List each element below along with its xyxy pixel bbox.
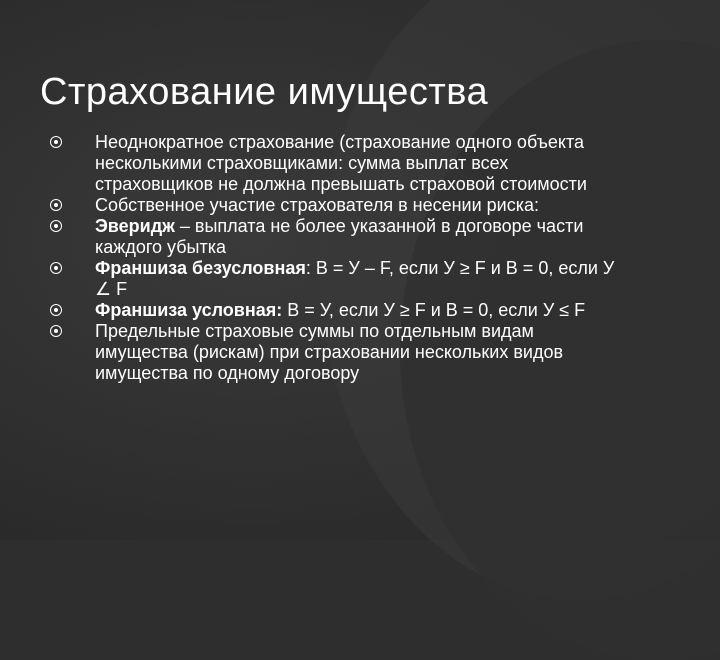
bullet-item: [50, 132, 630, 195]
bullet-item: [50, 216, 630, 258]
bullet-text: [95, 195, 630, 216]
bullet-bold-text: Франшиза условная:: [95, 300, 283, 320]
circle-bullet-icon: [50, 304, 62, 316]
bullet-text: [95, 216, 630, 258]
bullet-text: [95, 321, 630, 384]
bullet-bold-text: Эверидж: [95, 216, 175, 236]
circle-bullet-icon: [50, 199, 62, 211]
bullet-item: [50, 321, 630, 384]
circle-bullet-icon: [50, 262, 62, 274]
bullet-body-text: Неоднократное страхование (страхование одного объекта несколькими страховщиками: сумма выплат всех страховщиков не должна превышать страховой стоимости: [95, 132, 587, 194]
bullet-body-text: Собственное участие страхователя в несении риска:: [95, 195, 540, 215]
bullet-list: [50, 132, 630, 384]
bullet-body-text: В = У, если У ≥ F и В = 0, если У ≤ F: [282, 300, 586, 320]
bullet-body-text: : В = У – F, если У ≥ F и В = 0, если У ∠ F: [95, 258, 615, 299]
bullet-item: [50, 258, 630, 300]
bullet-body-text: – выплата не более указанной в договоре части каждого убытка: [95, 216, 584, 257]
slide-title: Страхование имущества: [40, 71, 489, 114]
bullet-text: [95, 258, 630, 300]
bullet-item: [50, 300, 630, 321]
circle-bullet-icon: [50, 220, 62, 232]
bullet-text: [95, 132, 630, 195]
bullet-bold-text: Франшиза безусловная: [95, 258, 306, 278]
circle-bullet-icon: [50, 325, 62, 337]
bullet-text: [95, 300, 630, 321]
bullet-item: [50, 195, 630, 216]
bullet-body-text: Предельные страховые суммы по отдельным видам имущества (рискам) при страховании нескольких видов имущества по одному договору: [95, 321, 564, 383]
circle-bullet-icon: [50, 136, 62, 148]
